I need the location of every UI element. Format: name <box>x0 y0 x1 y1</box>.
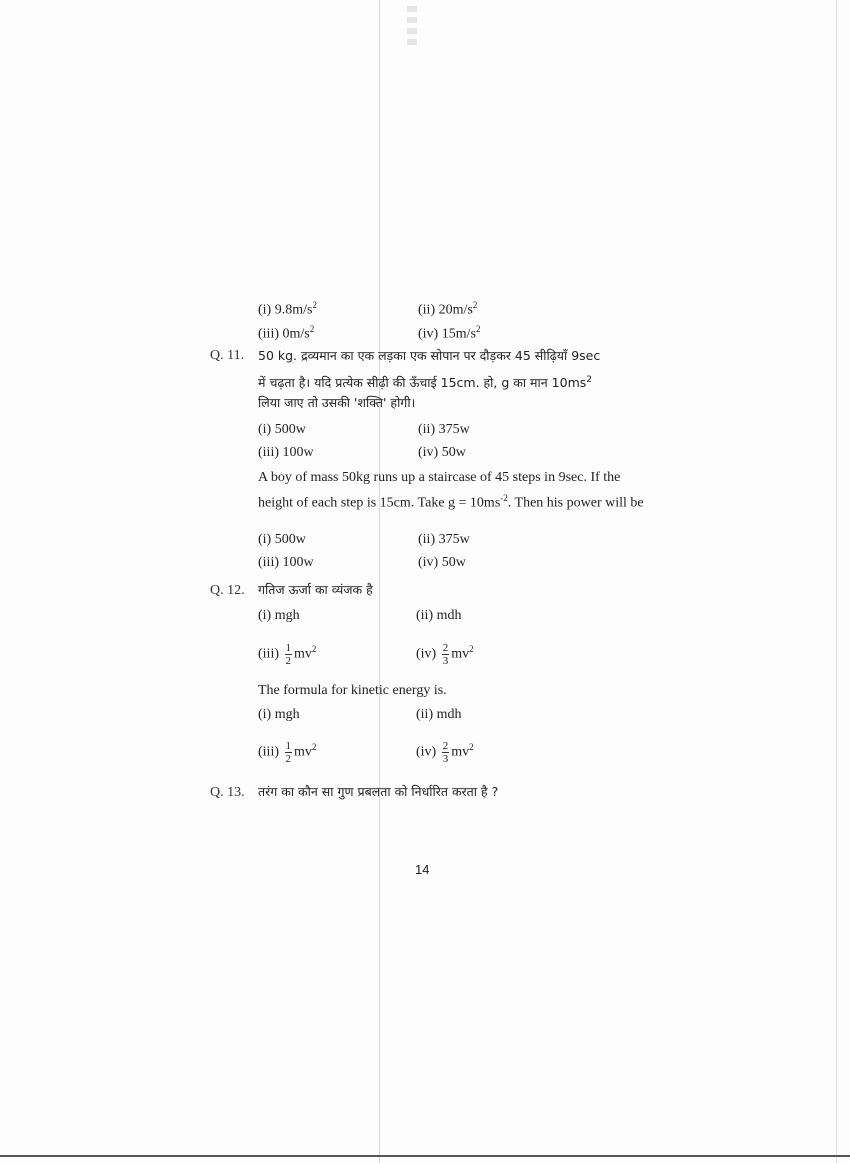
q10-option-2: (ii) $20m/s^2$ <box>418 300 478 318</box>
q12-hindi-option-4: (iv) $\frac{2}{3}$ $mv^2$ <box>416 641 474 667</box>
q11-hindi-line-1: 50 kg. द्रव्यमान का एक लड़का एक सोपान पर दौड़कर 45 सीढ़ियाँ 9sec <box>258 348 601 363</box>
q13-hindi-question: तरंग का कौन सा गुण प्रबलता को निर्धारित करता है ? <box>258 784 499 799</box>
q12-english-option-3: (iii) $\frac{1}{2}$ $mv^2$ <box>258 739 317 765</box>
q11-english-option-1: (i) 500w <box>258 532 306 547</box>
q13-number: Q. 13. <box>210 785 245 800</box>
fold-line <box>379 0 380 1163</box>
fraction: $\frac{1}{2}$ <box>285 739 291 765</box>
q12-english-option-1: (i) mgh <box>258 707 300 722</box>
q12-hindi-option-3: (iii) $\frac{1}{2}$ $mv^2$ <box>258 641 317 667</box>
q11-hindi-line-2: में चढ़ता है। यदि प्रत्येक सीढ़ी की ऊँचाई 15cm. हो, g का मान $10ms^2$ <box>258 375 593 391</box>
q10-option-4: (iv) $15m/s^2$ <box>418 324 481 342</box>
q11-number: Q. 11. <box>210 348 245 363</box>
q11-hindi-line-3: लिया जाए तो उसकी 'शक्ति' होगी। <box>258 395 416 410</box>
scan-artifact <box>407 6 417 50</box>
q10-option-3: (iii) $0m/s^2$ <box>258 324 315 342</box>
q11-hindi-option-3: (iii) 100w <box>258 445 314 460</box>
q11-hindi-option-4: (iv) 50w <box>418 445 466 460</box>
fraction: $\frac{1}{2}$ <box>285 641 291 667</box>
q11-hindi-option-2: (ii) 375w <box>418 422 470 437</box>
q12-english-question: The formula for kinetic energy is. <box>258 683 447 698</box>
page-bottom-edge <box>0 1155 850 1157</box>
q12-hindi-question: गतिज ऊर्जा का व्यंजक है <box>258 582 373 597</box>
q11-english-option-4: (iv) 50w <box>418 555 466 570</box>
q12-english-option-2: (ii) mdh <box>416 707 462 722</box>
q11-hindi-option-1: (i) 500w <box>258 422 306 437</box>
page-number: 14 <box>415 862 430 877</box>
q11-english-option-2: (ii) 375w <box>418 532 470 547</box>
q11-english-question: A boy of mass 50kg runs up a staircase of 45 steps in 9sec. If the height of each step is 15cm. Take $g = 10ms^{-2}$. Then his power will be <box>258 470 644 511</box>
fraction: $\frac{2}{3}$ <box>442 641 449 667</box>
q12-hindi-option-1: (i) mgh <box>258 608 300 623</box>
q12-english-option-4: (iv) $\frac{2}{3}$ $mv^2$ <box>416 739 474 765</box>
q10-option-1: (i) $9.8m/s^2$ <box>258 300 317 318</box>
q11-english-option-3: (iii) 100w <box>258 555 314 570</box>
q12-hindi-option-2: (ii) mdh <box>416 608 462 623</box>
page-edge <box>836 0 837 1163</box>
fraction: $\frac{2}{3}$ <box>442 739 449 765</box>
q12-number: Q. 12. <box>210 583 245 598</box>
